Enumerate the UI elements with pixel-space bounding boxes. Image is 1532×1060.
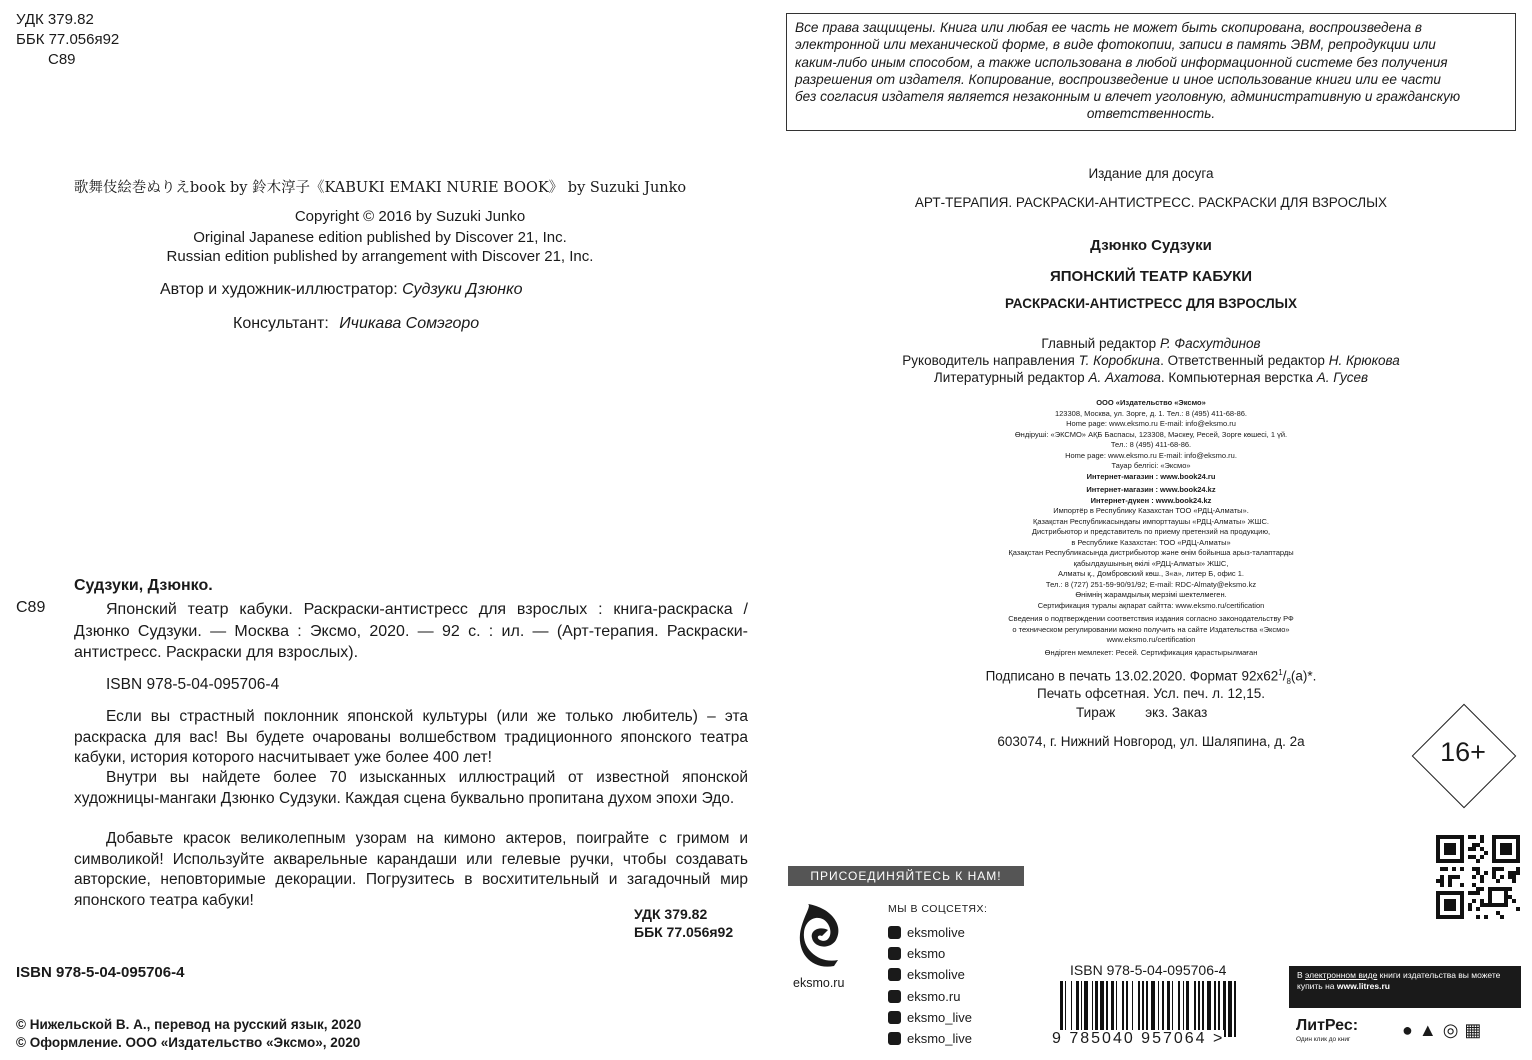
vk-icon: [888, 947, 901, 960]
publisher-line: Қазақстан Республикасында дистрибьютор және өнім бойынша арыз-талаптарды: [1008, 548, 1294, 557]
social-handle: eksmo_live: [907, 1031, 973, 1047]
barcode-bar: [1162, 981, 1163, 1037]
barcode-bar: [1092, 981, 1093, 1037]
rights-line: каким-либо иным способом, а также использована в любой информационной системе без получения: [795, 54, 1448, 70]
litres-banner[interactable]: [1289, 966, 1521, 1008]
android-icon[interactable]: ▲: [1418, 1020, 1443, 1040]
publisher-line: Тауар белгісі: «Эксмо»: [1111, 461, 1191, 470]
barcode-bar: [1138, 981, 1139, 1037]
barcode-bar: [1167, 981, 1170, 1037]
copyright-translation: © Нижельской В. А., перевод на русский язык, 2020: [16, 1017, 362, 1032]
original-title: 歌舞伎絵巻ぬりえbook by 鈴木淳子《KABUKI EMAKI NURIE BOOK》 by Suzuki Junko: [73, 180, 687, 196]
right-author: Дзюнко Судзуки: [1090, 237, 1212, 254]
author-code: С89: [48, 51, 76, 68]
litres-site[interactable]: www.litres.ru: [1336, 981, 1390, 991]
barcode-bar: [1172, 981, 1173, 1037]
author-name: Судзуки Дзюнко: [402, 281, 523, 298]
social-item[interactable]: [888, 943, 972, 964]
print-type-line: Печать офсетная. Усл. печ. л. 12,15.: [1037, 686, 1265, 701]
publisher-line: Тел.: 8 (727) 251-59-90/91/92; E-mail: RDC-Almaty@eksmo.kz: [1045, 579, 1257, 589]
barcode-bar: [1065, 981, 1066, 1037]
printer-address: 603074, г. Нижний Новгород, ул. Шаляпина, д. 2а: [997, 734, 1305, 749]
barcode-bar: [1095, 981, 1098, 1037]
windows-phone-icon[interactable]: ◎: [1442, 1020, 1465, 1040]
publisher-info: [936, 398, 1366, 658]
barcode-bar: [1194, 981, 1195, 1037]
russian-edition-line: Russian edition published by arrangement with Discover 21, Inc.: [166, 248, 594, 265]
director-name: Т. Коробкина: [1078, 353, 1161, 368]
resp-editor-name: Н. Крюкова: [1328, 353, 1400, 368]
litres-text: книги издательства вы можете купить на: [1297, 970, 1501, 991]
consultant-credit: [233, 315, 479, 333]
copyright-line: Copyright © 2016 by Suzuki Junko: [294, 208, 526, 225]
edition-type: Издание для досуга: [1088, 166, 1214, 181]
publisher-line: 123308, Москва, ул. Зорге, д. 1. Тел.: 8 (495) 411-68-86.: [1054, 408, 1248, 418]
barcode-bar: [1234, 981, 1235, 1037]
cert-line: Өндірген мемлекет: Ресей. Сертификация қарастырылмаған: [1044, 647, 1258, 657]
card-author: Судзуки, Дзюнко.: [74, 577, 213, 594]
rights-line: электронной или механической форме, в виде фотокопии, записи в память ЭВМ, репродукции или: [795, 37, 1436, 53]
lit-editor-name: А. Ахатова: [1088, 370, 1161, 385]
social-item[interactable]: [888, 986, 972, 1007]
barcode-bar: [1178, 981, 1179, 1037]
publisher-line: Home page: www.eksmo.ru E-mail: info@eksmo.ru.: [1065, 450, 1237, 460]
card-bbk: ББК 77.056я92: [634, 924, 734, 940]
telegram-icon: [888, 1032, 901, 1045]
barcode-bar: [1218, 981, 1219, 1037]
litres-link[interactable]: электронном виде: [1305, 970, 1378, 980]
barcode-bar: [1071, 981, 1072, 1037]
chief-editor-line: [846, 336, 1456, 351]
lit-editor-label: Литературный редактор: [933, 370, 1085, 385]
cert-line: www.eksmo.ru/certification: [1106, 635, 1196, 644]
eksmo-logo-icon: [798, 898, 846, 970]
layout-label: . Компьютерная верстка: [1160, 370, 1314, 385]
age-rating: 16+: [1440, 737, 1486, 767]
barcode-digits: 9 785040 957064 >: [1052, 1030, 1225, 1047]
barcode-bar: [1228, 981, 1232, 1037]
barcode-bar: [1060, 981, 1063, 1037]
publisher-line: Алматы қ., Домбровский көш., 3«а», литер Б, офис 1.: [1057, 569, 1245, 578]
print-signed-text: Подписано в печать 13.02.2020. Формат 92x62: [985, 668, 1279, 684]
print-signed-line: Подписано в печать 13.02.2020. Формат $92x62^1/_8(a)*$.: [985, 668, 1317, 687]
bbk-code: ББК 77.056я92: [16, 31, 120, 48]
barcode-bar: [1207, 981, 1211, 1037]
publisher-line: Интернет-магазин : www.book24.ru: [1086, 471, 1216, 481]
director-label: Руководитель направления: [902, 353, 1075, 368]
litres-tagline: Один клик до книг: [1296, 1036, 1351, 1043]
publisher-line: Сертификация туралы ақпарат сайтта: www.eksmo.ru/certification: [1037, 600, 1265, 610]
litres-text: В: [1297, 970, 1306, 980]
publisher-line: Home page: www.eksmo.ru E-mail: info@eksmo.ru: [1066, 419, 1236, 428]
windows-icon[interactable]: ▦: [1464, 1020, 1488, 1040]
plus-icon: [888, 990, 901, 1003]
barcode-bar: [1214, 981, 1217, 1037]
social-handle: eksmo: [907, 946, 946, 962]
barcode-bar: [1223, 981, 1226, 1037]
social-item[interactable]: [888, 964, 972, 985]
social-handle: eksmo_live: [907, 1009, 973, 1025]
card-description: Японский театр кабуки. Раскраски-антистресс для взрослых : книга-раскраска / Дзюнко Судзуки. — Москва : Эксмо, 2020. — 92 с. : ил. — (Арт-терапия. Раскраски-антистресс. Раскраски для взрослых).: [74, 601, 748, 661]
isbn-bottom: ISBN 978-5-04-095706-4: [16, 964, 185, 981]
barcode-isbn: ISBN 978-5-04-095706-4: [1070, 962, 1227, 978]
author-credit: [160, 281, 523, 299]
barcode-bar: [1081, 981, 1082, 1037]
youtube-icon: [888, 1011, 901, 1024]
consultant-name: Ичикава Сомэгоро: [339, 315, 480, 332]
annotation-paragraph-3: Добавьте красок великолепным узорам на кимоно актеров, поиграйте с гримом и символикой! Используйте акварельные карандаши или гелевые ручки, чтобы создавать авторские, неповторимые декорации. Погрузитесь в восхитительный и загадочный мир японского театра кабуки!: [74, 830, 748, 909]
author-label: Автор и художник-иллюстратор:: [160, 281, 398, 298]
social-handle: eksmolive: [907, 967, 965, 983]
publisher-line: қабылдаушының өкілі «РДЦ-Алматы» ЖШС,: [1073, 558, 1229, 568]
barcode-bar: [1151, 981, 1155, 1037]
publisher-line: Интернет-магазин : www.book24.kz: [1086, 485, 1216, 494]
cert-line: Сведения о подтверждении соответствия издания согласно законодательству РФ: [1008, 614, 1294, 623]
resp-editor-label: . Ответственный редактор: [1160, 353, 1325, 368]
barcode-bar: [1122, 981, 1123, 1037]
platform-icons: [1402, 1020, 1487, 1041]
social-item[interactable]: [888, 1007, 972, 1028]
social-list: [888, 922, 972, 1049]
barcode-bar: [1146, 981, 1147, 1037]
barcode-bar: [1116, 981, 1117, 1037]
barcode-bar: [1126, 981, 1129, 1037]
chief-editor-label: Главный редактор: [1041, 336, 1157, 351]
barcode-bar: [1198, 981, 1201, 1037]
barcode-bar: [1132, 981, 1133, 1037]
publisher-line: Импортёр в Республику Казахстан ТОО «РДЦ-Алматы».: [1053, 506, 1249, 515]
barcode-bar: [1186, 981, 1189, 1037]
logo-site[interactable]: eksmo.ru: [793, 976, 845, 990]
barcode-bar: [1183, 981, 1184, 1037]
rights-line: разрешения от издателя. Копирование, воспроизведение и иное использование книги или ее части: [795, 71, 1441, 87]
annotation-paragraph-2: Внутри вы найдете более 70 изысканных иллюстраций от известной японской художницы-мангаки Дзюнко Судзуки. Каждая сцена буквально пропитана духом эпохи Эдо.: [74, 769, 748, 807]
series-name: АРТ-ТЕРАПИЯ. РАСКРАСКИ-АНТИСТРЕСС. РАСКРАСКИ ДЛЯ ВЗРОСЛЫХ: [914, 195, 1388, 210]
original-edition-line: Original Japanese edition published by Discover 21, Inc.: [193, 229, 567, 246]
barcode-bar: [1100, 981, 1104, 1037]
publisher-line: в Республике Казахстан: ТОО «РДЦ-Алматы»: [1071, 537, 1231, 547]
publisher-line: Өндіруші: «ЭКСМО» АҚБ Баспасы, 123308, Мәскеу, Ресей, Зорге көшесі, 1 үй.: [1014, 429, 1288, 439]
barcode-bar: [1202, 981, 1203, 1037]
publisher-line: Өнімнің жарамдылық мерзімі шектелмеген.: [1075, 590, 1227, 599]
social-item[interactable]: [888, 1028, 972, 1049]
social-item[interactable]: [888, 922, 972, 943]
consultant-label: Консультант:: [233, 315, 329, 332]
udk-code: УДК 379.82: [16, 11, 94, 28]
book-subtitle: РАСКРАСКИ-АНТИСТРЕСС ДЛЯ ВЗРОСЛЫХ: [1004, 296, 1297, 311]
facebook-icon: [888, 926, 901, 939]
rights-notice-box: [786, 13, 1516, 131]
publisher-line: ООО «Издательство «Эксмо»: [1096, 398, 1206, 407]
annotation-paragraph-1: Если вы страстный поклонник японской культуры (или же только любитель) – эта раскраска для вас! Вы будете очарованы волшебством традиционного японского театра кабуки, история которого насчитывает уже более 400 лет!: [74, 708, 748, 766]
copyright-design: © Оформление. ООО «Издательство «Эксмо», 2020: [16, 1035, 361, 1050]
apple-icon[interactable]: ●: [1402, 1020, 1419, 1040]
book-title: ЯПОНСКИЙ ТЕАТР КАБУКИ: [1049, 268, 1253, 285]
chief-editor-name: Р. Фасхутдинов: [1159, 336, 1261, 351]
card-udk: УДК 379.82: [634, 906, 708, 922]
rights-line: ответственность.: [1086, 106, 1216, 122]
circulation-line: Тираж экз. Заказ: [1076, 705, 1208, 720]
publisher-line: Тел.: 8 (495) 411-68-86.: [1110, 440, 1192, 449]
barcode-bar: [1142, 981, 1145, 1037]
barcode-bar: [1111, 981, 1114, 1037]
barcode-bar: [1084, 981, 1088, 1037]
card-isbn: ISBN 978-5-04-095706-4: [106, 676, 280, 693]
barcode-bar: [1076, 981, 1079, 1037]
print-format-tail: (a)*.: [1290, 668, 1317, 684]
barcode-bar: [1158, 981, 1159, 1037]
barcode-bar: [1106, 981, 1107, 1037]
litres-brand: ЛитРес:: [1296, 1017, 1359, 1034]
rights-line: Все права защищены. Книга или любая ее часть не может быть скопирована, воспроизведена в: [795, 20, 1423, 35]
publisher-line: Қазақстан Республикасындағы импорттаушы «РДЦ-Алматы» ЖШС.: [1033, 516, 1269, 526]
join-us-banner: ПРИСОЕДИНЯЙТЕСЬ К НАМ!: [788, 866, 1024, 886]
lit-editor-line: [846, 370, 1456, 385]
social-title: МЫ В СОЦСЕТЯХ:: [888, 903, 988, 915]
instagram-icon: [888, 968, 901, 981]
cert-line: о техническом регулировании можно получить на сайте Издательства «Эксмо»: [1012, 624, 1290, 634]
director-line: [846, 353, 1456, 368]
layout-name: А. Гусев: [1316, 370, 1369, 385]
social-handle: eksmo.ru: [907, 988, 961, 1004]
qr-code: [1436, 835, 1520, 919]
publisher-line: Дистрибьютор и представитель по приему претензий на продукцию,: [1031, 527, 1271, 536]
rights-line: без согласия издателя является незаконным и влечет уголовную, административную и гражданскую: [795, 89, 1461, 105]
publisher-line: Интернет-дүкен : www.book24.kz: [1090, 495, 1212, 505]
social-handle: eksmolive: [907, 925, 965, 940]
card-code: С89: [16, 599, 46, 616]
